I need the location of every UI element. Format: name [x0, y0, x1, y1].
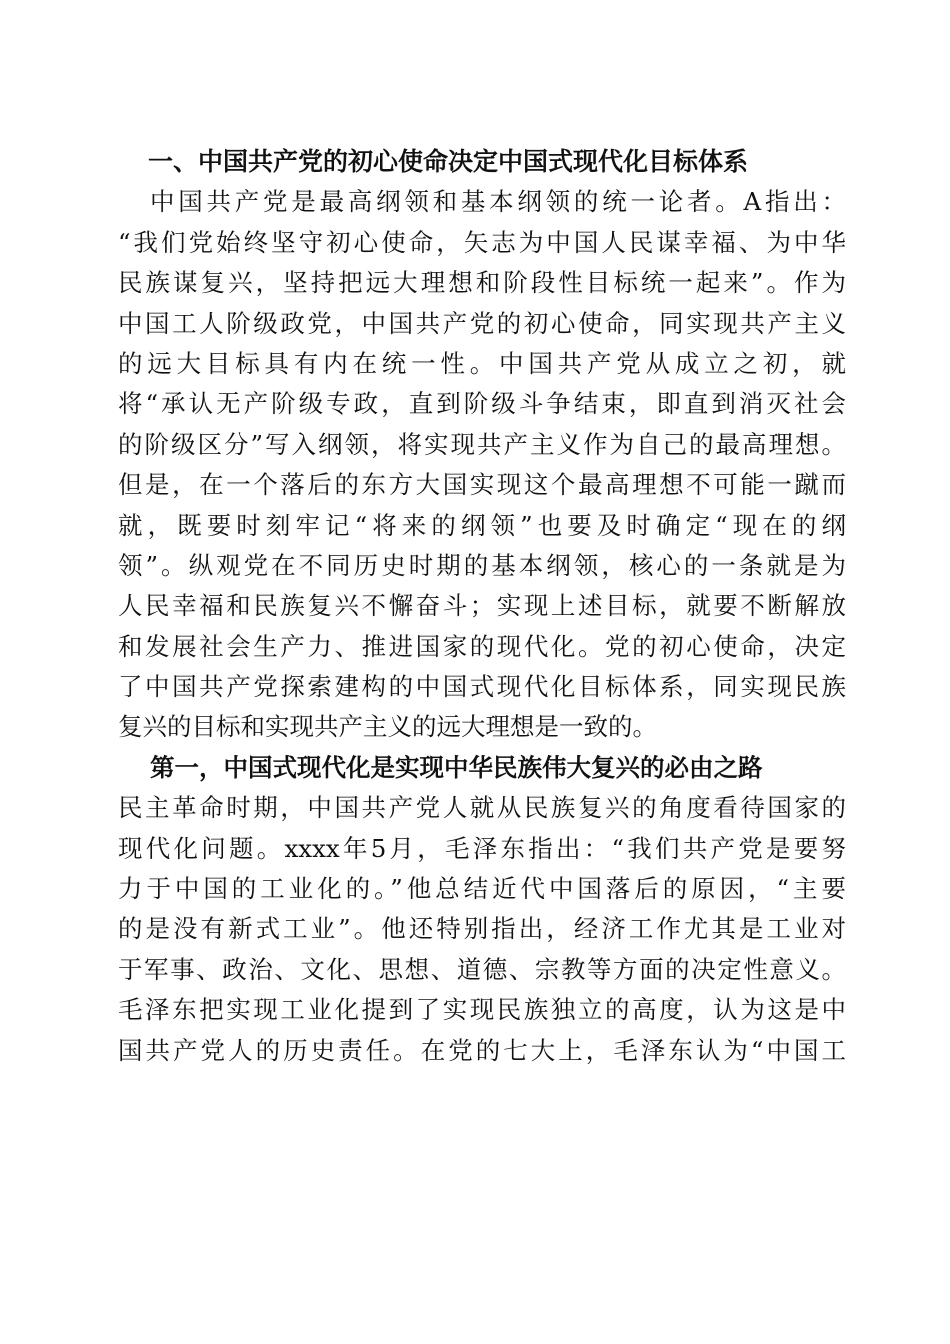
text-line: 就，既要时刻牢记“将来的纲领”也要及时确定“现在的纲 — [118, 510, 846, 540]
text-line: 毛泽东把实现工业化提到了实现民族独立的高度，认为这是中 — [118, 995, 846, 1025]
text-line: “我们党始终坚守初心使命，矢志为中国人民谋幸福、为中华 — [118, 227, 846, 257]
text-line: 民族谋复兴，坚持把远大理想和阶段性目标统一起来”。作为 — [118, 268, 846, 298]
text-line: 的是没有新式工业”。他还特别指出，经济工作尤其是工业对 — [118, 914, 846, 944]
subheading: 第一，中国式现代化是实现中华民族伟大复兴的必由之路 — [150, 752, 763, 782]
text-line: 将“承认无产阶级专政，直到阶级斗争结束，即直到消灭社会 — [118, 389, 846, 419]
text-line: 民主革命时期，中国共产党人就从民族复兴的角度看待国家的 — [118, 793, 846, 823]
section-heading: 一、中国共产党的初心使命决定中国式现代化目标体系 — [148, 147, 749, 176]
text-line: 领”。纵观党在不同历史时期的基本纲领，核心的一条就是为 — [118, 550, 846, 580]
text-line: 国共产党人的历史责任。在党的七大上，毛泽东认为“中国工 — [118, 1035, 846, 1065]
text-line: 现代化问题。xxxx年5月，毛泽东指出：“我们共产党是要努 — [118, 833, 846, 863]
text-line: 但是，在一个落后的东方大国实现这个最高理想不可能一蹴而 — [118, 470, 846, 500]
paragraph-2 — [118, 788, 846, 1071]
text-line: 了中国共产党探索建构的中国式现代化目标体系，同实现民族 — [118, 672, 846, 702]
paragraph-1 — [118, 182, 846, 747]
text-line: 的阶级区分”写入纲领，将实现共产主义作为自己的最高理想。 — [118, 429, 846, 459]
text-line: 于军事、政治、文化、思想、道德、宗教等方面的决定性意义。 — [118, 954, 846, 984]
text-line: 力于中国的工业化的。”他总结近代中国落后的原因，“主要 — [118, 874, 846, 904]
text-line: 中国共产党是最高纲领和基本纲领的统一论者。A指出： — [150, 187, 846, 217]
text-line: 和发展社会生产力、推进国家的现代化。党的初心使命，决定 — [118, 631, 846, 661]
text-line: 的远大目标具有内在统一性。中国共产党从成立之初，就 — [118, 348, 846, 378]
text-line: 人民幸福和民族复兴不懈奋斗；实现上述目标，就要不断解放 — [118, 591, 846, 621]
document-page — [118, 142, 846, 1071]
text-line: 中国工人阶级政党，中国共产党的初心使命，同实现共产主义 — [118, 308, 846, 338]
text-line: 复兴的目标和实现共产主义的远大理想是一致的。 — [118, 712, 657, 742]
